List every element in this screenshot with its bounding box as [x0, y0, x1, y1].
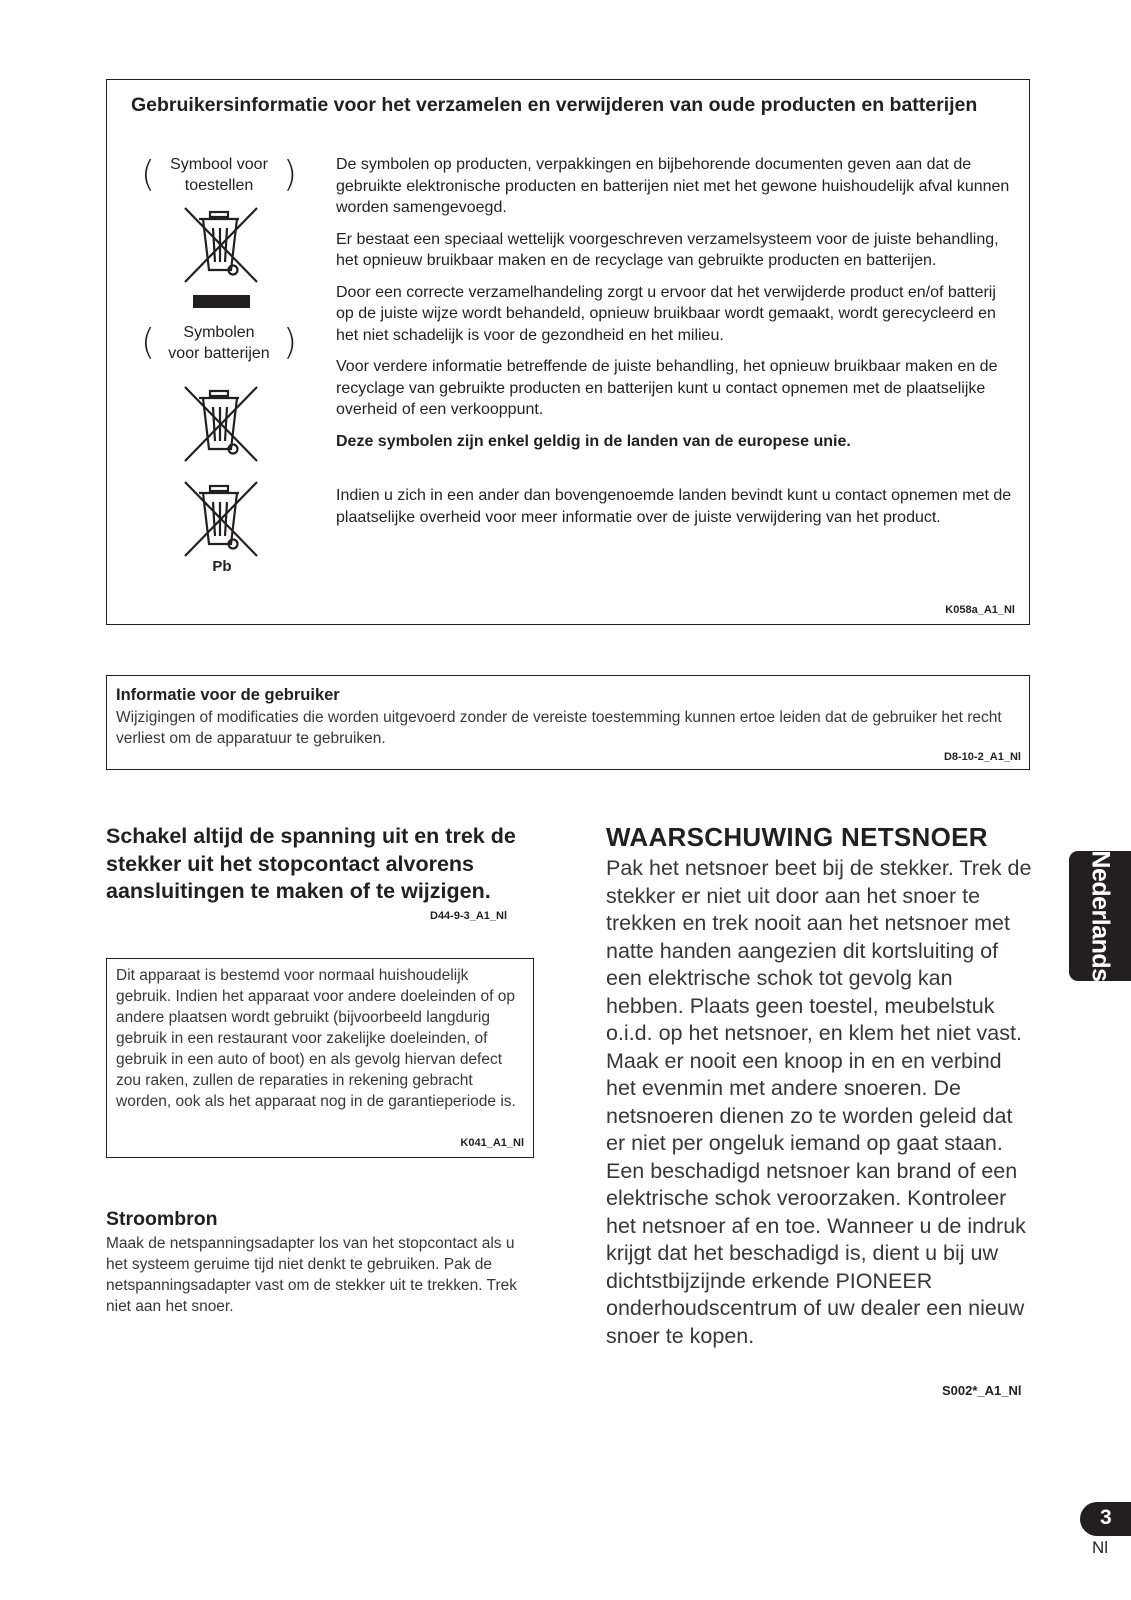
weee-code: K058a_A1_Nl — [945, 604, 1015, 616]
language-tab — [1069, 851, 1131, 981]
user-info-box — [106, 675, 1030, 770]
power-source-title: Stroombron — [106, 1208, 218, 1230]
page-language: Nl — [1092, 1538, 1109, 1557]
weee-bold-note: Deze symbolen zijn enkel geldig in de landen van de europese unie. — [336, 432, 851, 450]
weee-info-box — [106, 79, 1030, 625]
power-cord-body: Pak het netsnoer beet bij de stekker. Trek de stekker er niet uit door aan het snoer te trekken en trek nooit aan het netsnoer met natte handen aangezien dit kortsluiting of een elektrische schok tot gevolg kan hebben. Plaats geen toestel, meubelstuk o.i.d. op het netsnoer, en klem het niet vast. Maak er nooit een knoop in en en verbind het evenmin met andere snoeren. De netsnoeren dienen zo te worden geleid dat er niet per ongeluk iemand op gaat staan. Een beschadigd netsnoer kan brand of een elektrische schok veroorzaken. Kontroleer het netsnoer af en toe. Wanneer u de indruk krijgt dat het beschadigd is, dient u bij uw dichtstbijzijnde erkende PIONEER onderhoudscentrum of uw dealer een nieuw snoer te kopen. — [606, 856, 1032, 1348]
weee-paragraph-4: Voor verdere informatie betreffende de juiste behandling, het opnieuw bruikbaar maken en de recyclage van gebruikte producten en batterijen kunt u contact opnemen met de plaatselijke overheid of een verkooppunt. — [336, 358, 998, 418]
household-use-code: K041_A1_Nl — [460, 1137, 524, 1149]
page-number-tab — [1080, 1502, 1131, 1536]
crossed-bin-pb-icon — [183, 480, 259, 558]
symbol-devices-line1: Symbool voor — [170, 156, 268, 173]
disconnect-warning: Schakel altijd de spanning uit en trek de stekker uit het stopcontact alvorens aansluitingen te maken of te wijzigen. — [106, 824, 516, 903]
symbol-batteries-label: ( Symbolen voor batterijen ) — [141, 322, 297, 363]
symbol-batteries-line1: Symbolen — [183, 324, 255, 341]
weee-paragraph-1: De symbolen op producten, verpakkingen en bijbehorende documenten geven aan dat de gebruikte elektronische producten en batterijen niet met het gewone huishoudelijk afval kunnen worden samengevoegd. — [336, 156, 1010, 216]
weee-last-paragraph: Indien u zich in een ander dan bovengenoemde landen bevindt kunt u contact opnemen met de plaatselijke overheid voor meer informatie over de juiste verwijdering van het product. — [336, 487, 1012, 526]
power-cord-title: WAARSCHUWING NETSNOER — [606, 822, 988, 852]
power-source-body: Maak de netspanningsadapter los van het stopcontact als u het systeem geruime tijd niet denkt te gebruiken. Pak de netspanningsadapter vast om de stekker uit te trekken. Trek niet aan het snoer. — [106, 1235, 517, 1315]
household-use-body: Dit apparaat is bestemd voor normaal huishoudelijk gebruik. Indien het apparaat voor andere doeleinden of op andere plaatsen wordt gebruikt (bijvoorbeeld langdurig gebruik in een restaurant voor zakelijke doeleinden, of gebruik in een auto of boot) en als gevolg hiervan defect zou raken, zullen de reparaties in rekening gebracht worden, ook als het apparaat nog in de garantieperiode is. — [116, 967, 516, 1110]
weee-title: Gebruikersinformatie voor het verzamelen en verwijderen van oude producten en batterijen — [131, 94, 978, 116]
crossed-bin-icon — [183, 206, 259, 284]
info-code: D8-10-2_A1_Nl — [943, 751, 1021, 763]
household-use-box — [106, 958, 534, 1158]
info-title: Informatie voor de gebruiker — [116, 686, 340, 704]
symbol-devices-label: ( Symbool voor toestellen ) — [141, 154, 297, 195]
pb-label: Pb — [212, 558, 232, 575]
info-body: Wijzigingen of modificaties die worden uitgevoerd zonder de vereiste toestemming kunnen ertoe leiden dat de gebruiker het recht verliest om de apparatuur te gebruiken. — [116, 709, 1002, 747]
disconnect-code: D44-9-3_A1_Nl — [430, 910, 508, 922]
weee-paragraph-2: Er bestaat een speciaal wettelijk voorgeschreven verzamelsysteem voor de juiste behandling, het opnieuw bruikbaar maken en de recyclage van gebruikte producten en batterijen. — [336, 230, 999, 269]
weee-paragraph-3: Door een correcte verzamelhandeling zorgt u ervoor dat het verwijderde product en/of batterij op de juiste wijze wordt behandeld, opnieuw bruikbaar wordt gemaakt, wordt gerecycleerd en het niet schadelijk is voor de gezondheid en het milieu. — [336, 283, 996, 344]
language-tab-label: Nederlands — [1086, 850, 1115, 982]
crossed-bin-battery-icon — [183, 385, 259, 463]
symbol-batteries-line2: voor batterijen — [168, 345, 270, 362]
page-number: 3 — [1100, 1506, 1112, 1529]
symbol-devices-line2: toestellen — [184, 177, 254, 194]
weee-text — [336, 154, 1016, 538]
bar-mark — [193, 295, 250, 308]
power-cord-code: S002*_A1_Nl — [942, 1383, 1022, 1398]
